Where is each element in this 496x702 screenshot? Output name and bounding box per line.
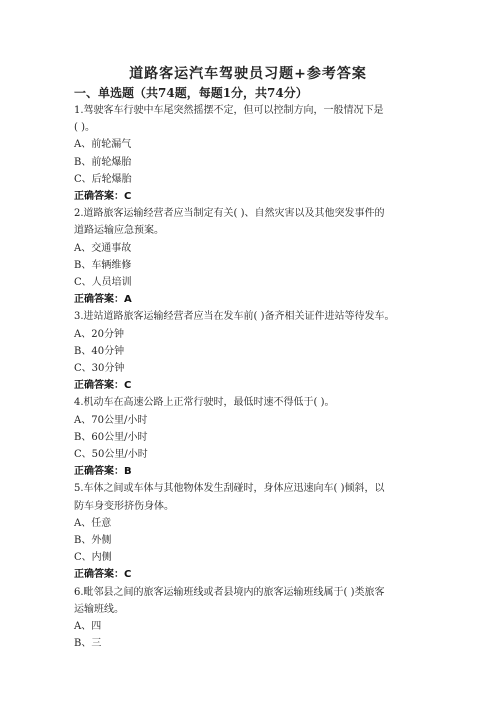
question-stem-line: 6.毗邻县之间的旅客运输班线或者县境内的旅客运输班线属于( )类旅客 <box>74 586 385 598</box>
correct-answer: 正确答案：A <box>74 294 132 306</box>
answer-option: B、外侧 <box>74 535 112 547</box>
question-stem-line: 运输班线。 <box>74 603 124 615</box>
question-stem-line: 3.进站道路旅客运输经营者应当在发车前( )备齐相关证件进站等待发车。 <box>74 311 395 323</box>
section-heading: 一、单选题（共74题，每题1分，共74分） <box>74 86 308 100</box>
answer-option: C、后轮爆胎 <box>74 173 132 185</box>
answer-option: B、三 <box>74 638 102 650</box>
answer-option: B、前轮爆胎 <box>74 156 132 168</box>
answer-option: B、40分钟 <box>74 345 125 357</box>
question-stem-line: 道路运输应急预案。 <box>74 225 164 237</box>
correct-answer: 正确答案：B <box>74 466 132 478</box>
question-item <box>74 480 434 583</box>
question-stem-line: 防车身变形挤伤身体。 <box>74 500 174 512</box>
correct-answer: 正确答案：C <box>74 569 132 581</box>
correct-answer: 正确答案：C <box>74 380 132 392</box>
question-stem-line: 2.道路旅客运输经营者应当制定有关( )、自然灾害以及其他突发事件的 <box>74 208 385 220</box>
answer-option: B、车辆维修 <box>74 259 132 271</box>
answer-option: C、50公里/小时 <box>74 449 148 461</box>
answer-option: A、四 <box>74 621 102 633</box>
question-list <box>74 102 434 653</box>
answer-option: C、内侧 <box>74 552 112 564</box>
question-item <box>74 308 434 394</box>
document-title: 道路客运汽车驾驶员习题+参考答案 <box>129 66 367 82</box>
answer-option: A、交通事故 <box>74 242 132 254</box>
answer-option: C、30分钟 <box>74 363 125 375</box>
answer-option: B、60公里/小时 <box>74 431 148 443</box>
correct-answer: 正确答案：C <box>74 191 132 203</box>
question-item <box>74 394 434 480</box>
answer-option: A、70公里/小时 <box>74 414 148 426</box>
answer-option: A、20分钟 <box>74 328 124 340</box>
answer-option: C、人员培训 <box>74 277 132 289</box>
question-item <box>74 205 434 308</box>
question-item <box>74 102 434 205</box>
question-stem-line: 1.驾驶客车行驶中车尾突然摇摆不定，但可以控制方向，一般情况下是 <box>74 105 384 116</box>
question-stem-line: 4.机动车在高速公路上正常行驶时，最低时速不得低于( )。 <box>74 397 335 409</box>
answer-option: A、任意 <box>74 517 112 529</box>
answer-option: A、前轮漏气 <box>74 139 132 151</box>
question-stem-line: 5.车体之间或车体与其他物体发生刮碰时，身体应迅速向车( )倾斜，以 <box>74 483 385 495</box>
question-stem-line: ( )。 <box>74 122 95 134</box>
question-item <box>74 584 434 653</box>
